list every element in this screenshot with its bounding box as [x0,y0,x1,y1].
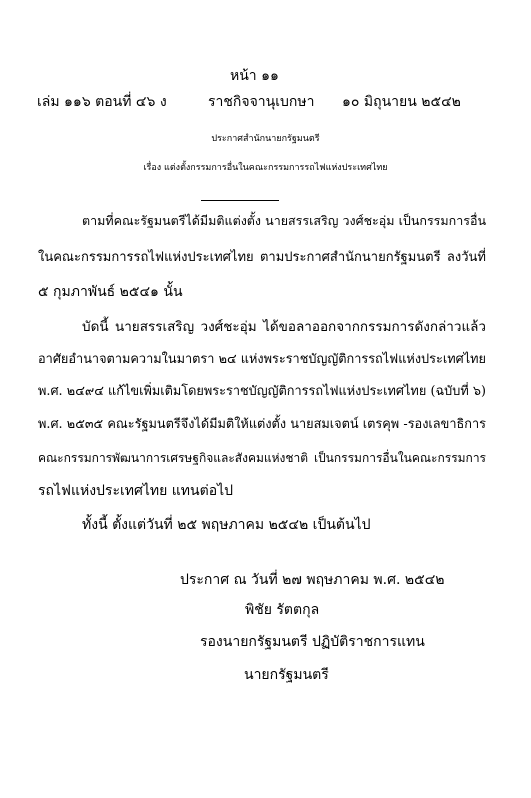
paragraph-2-line: คณะกรรมการพัฒนาการเศรษฐกิจและสังคมแห่งชาติ เป็นกรรมการอื่นในคณะกรรมการ [38,451,486,465]
publication-date: ๑๐ มิถุนายน ๒๕๔๒ [342,94,461,110]
paragraph-1-line: ตามที่คณะรัฐมนตรีได้มีมติแต่งตั้ง นายสรรเสริญ วงศ์ชะอุ่ม เป็นกรรมการอื่น [82,213,486,228]
paragraph-2-line: บัดนี้ นายสรรเสริญ วงศ์ชะอุ่ม ได้ขอลาออกจากกรรมการดังกล่าวแล้ว [82,319,486,335]
announcement-title: ประกาศสำนักนายกรัฐมนตรี [211,134,320,144]
title-divider [201,200,279,201]
effective-date-paragraph: ทั้งนี้ ตั้งแต่วันที่ ๒๕ พฤษภาคม ๒๕๔๒ เป็นต้นไป [82,517,371,533]
volume-number: เล่ม ๑๑๖ ตอนที่ ๔๖ ง [37,94,167,110]
signatory-title: นายกรัฐมนตรี [244,667,329,683]
signatory-name: พิชัย รัตตกุล [245,602,320,618]
announcement-subject: เรื่อง แต่งตั้งกรรมการอื่นในคณะกรรมการรถไฟแห่งประเทศไทย [143,163,388,173]
gazette-name: ราชกิจจานุเบกษา [208,94,315,110]
signed-date: ประกาศ ณ วันที่ ๒๗ พฤษภาคม พ.ศ. ๒๕๔๒ [180,572,445,588]
paragraph-2-line: พ.ศ. ๒๕๓๕ คณะรัฐมนตรีจึงได้มีมติให้แต่งตั้ง นายสมเจตน์ เตรคุพ -รองเลขาธิการ [38,417,486,432]
signatory-position: รองนายกรัฐมนตรี ปฏิบัติราชการแทน [200,634,425,650]
paragraph-2-line: อาศัยอำนาจตามความในมาตรา ๒๔ แห่งพระราชบัญญัติการรถไฟแห่งประเทศไทย [38,352,486,367]
page-number: หน้า ๑๑ [230,68,279,84]
paragraph-1-line: ๕ กุมภาพันธ์ ๒๕๔๑ นั้น [38,284,183,300]
paragraph-2-line: รถไฟแห่งประเทศไทย แทนต่อไป [38,483,234,499]
paragraph-1-line: ในคณะกรรมการรถไฟแห่งประเทศไทย ตามประกาศสำนักนายกรัฐมนตรี ลงวันที่ [38,250,486,265]
paragraph-2-line: พ.ศ. ๒๔๙๔ แก้ไขเพิ่มเติมโดยพระราชบัญญัติการรถไฟแห่งประเทศไทย (ฉบับที่ ๖) [38,384,486,399]
